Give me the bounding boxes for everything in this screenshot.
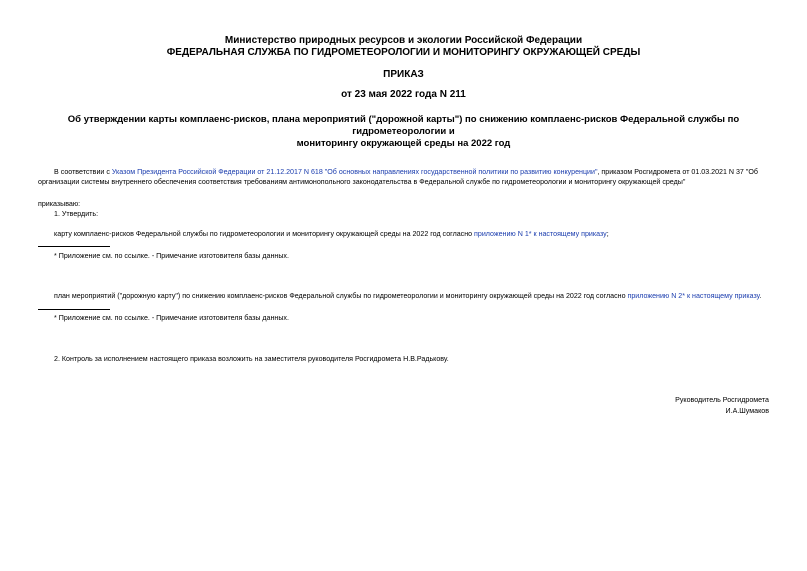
doc-date-number: от 23 мая 2022 года N 211 [341,89,466,100]
doc-title [30,114,777,150]
doc-title-line2: мониторингу окружающей среды на 2022 год [296,138,511,149]
header-service: ФЕДЕРАЛЬНАЯ СЛУЖБА ПО ГИДРОМЕТЕОРОЛОГИИ И МОНИТОРИНГУ ОКРУЖАЮЩЕЙ СРЕДЫ [166,47,641,58]
doc-type: ПРИКАЗ [383,69,424,80]
decree-link[interactable]: Указом Президента Российской Федерации от 21.12.2017 N 618 "Об основных направлениях государственной политики по развитию конкуренции" [111,168,598,176]
header-ministry: Министерство природных ресурсов и экологии Российской Федерации [224,35,583,46]
item-1b-end: . [759,292,762,300]
appendix-1-link[interactable]: приложению N 1* к настоящему приказу [474,230,607,238]
preamble-line2: организации системы внутреннего обеспечения соответствия требованиям антимонопольного законодательства в Федеральной службе по гидрометеорологии и мониторингу окружающей среды" [38,178,686,186]
footnote-divider-2 [38,309,110,310]
footnote-1: * Приложение см. по ссылке. - Примечание изготовителя базы данных. [54,252,289,260]
appendix-2-link[interactable]: приложению N 2* к настоящему приказу [627,292,760,300]
preamble-suffix: , приказом Росгидромета от 01.03.2021 N 37 "Об [597,168,758,176]
item-1a-text: карту комплаенс-рисков Федеральной службы по гидрометеорологии и мониторингу окружающей среды на 2022 год согласно [54,230,475,238]
item-2: 2. Контроль за исполнением настоящего приказа возложить на заместителя руководителя Росгидромета Н.В.Радькову. [54,355,449,363]
item-1a [54,229,609,239]
signature-position: Руководитель Росгидромета [675,396,769,404]
footnote-2: * Приложение см. по ссылке. - Примечание изготовителя базы данных. [54,314,289,322]
doc-title-line1: Об утверждении карты комплаенс-рисков, плана мероприятий ("дорожной карты") по снижению комплаенс-рисков Федеральной службы по гидрометеорологии и [67,114,740,137]
footnote-divider-1 [38,246,110,247]
item-1a-end: ; [606,230,609,238]
item-1b [54,291,761,301]
preamble-line1 [54,167,758,177]
preamble-prefix: В соответствии с [54,168,112,176]
item-1: 1. Утвердить: [54,210,99,218]
item-1b-text: план мероприятий ("дорожную карту") по снижению комплаенс-рисков Федеральной службы по гидрометеорологии и мониторингу окружающей среды на 2022 год согласно [54,292,628,300]
orders-text: приказываю: [38,200,81,208]
signature-name: И.А.Шумаков [725,407,769,415]
